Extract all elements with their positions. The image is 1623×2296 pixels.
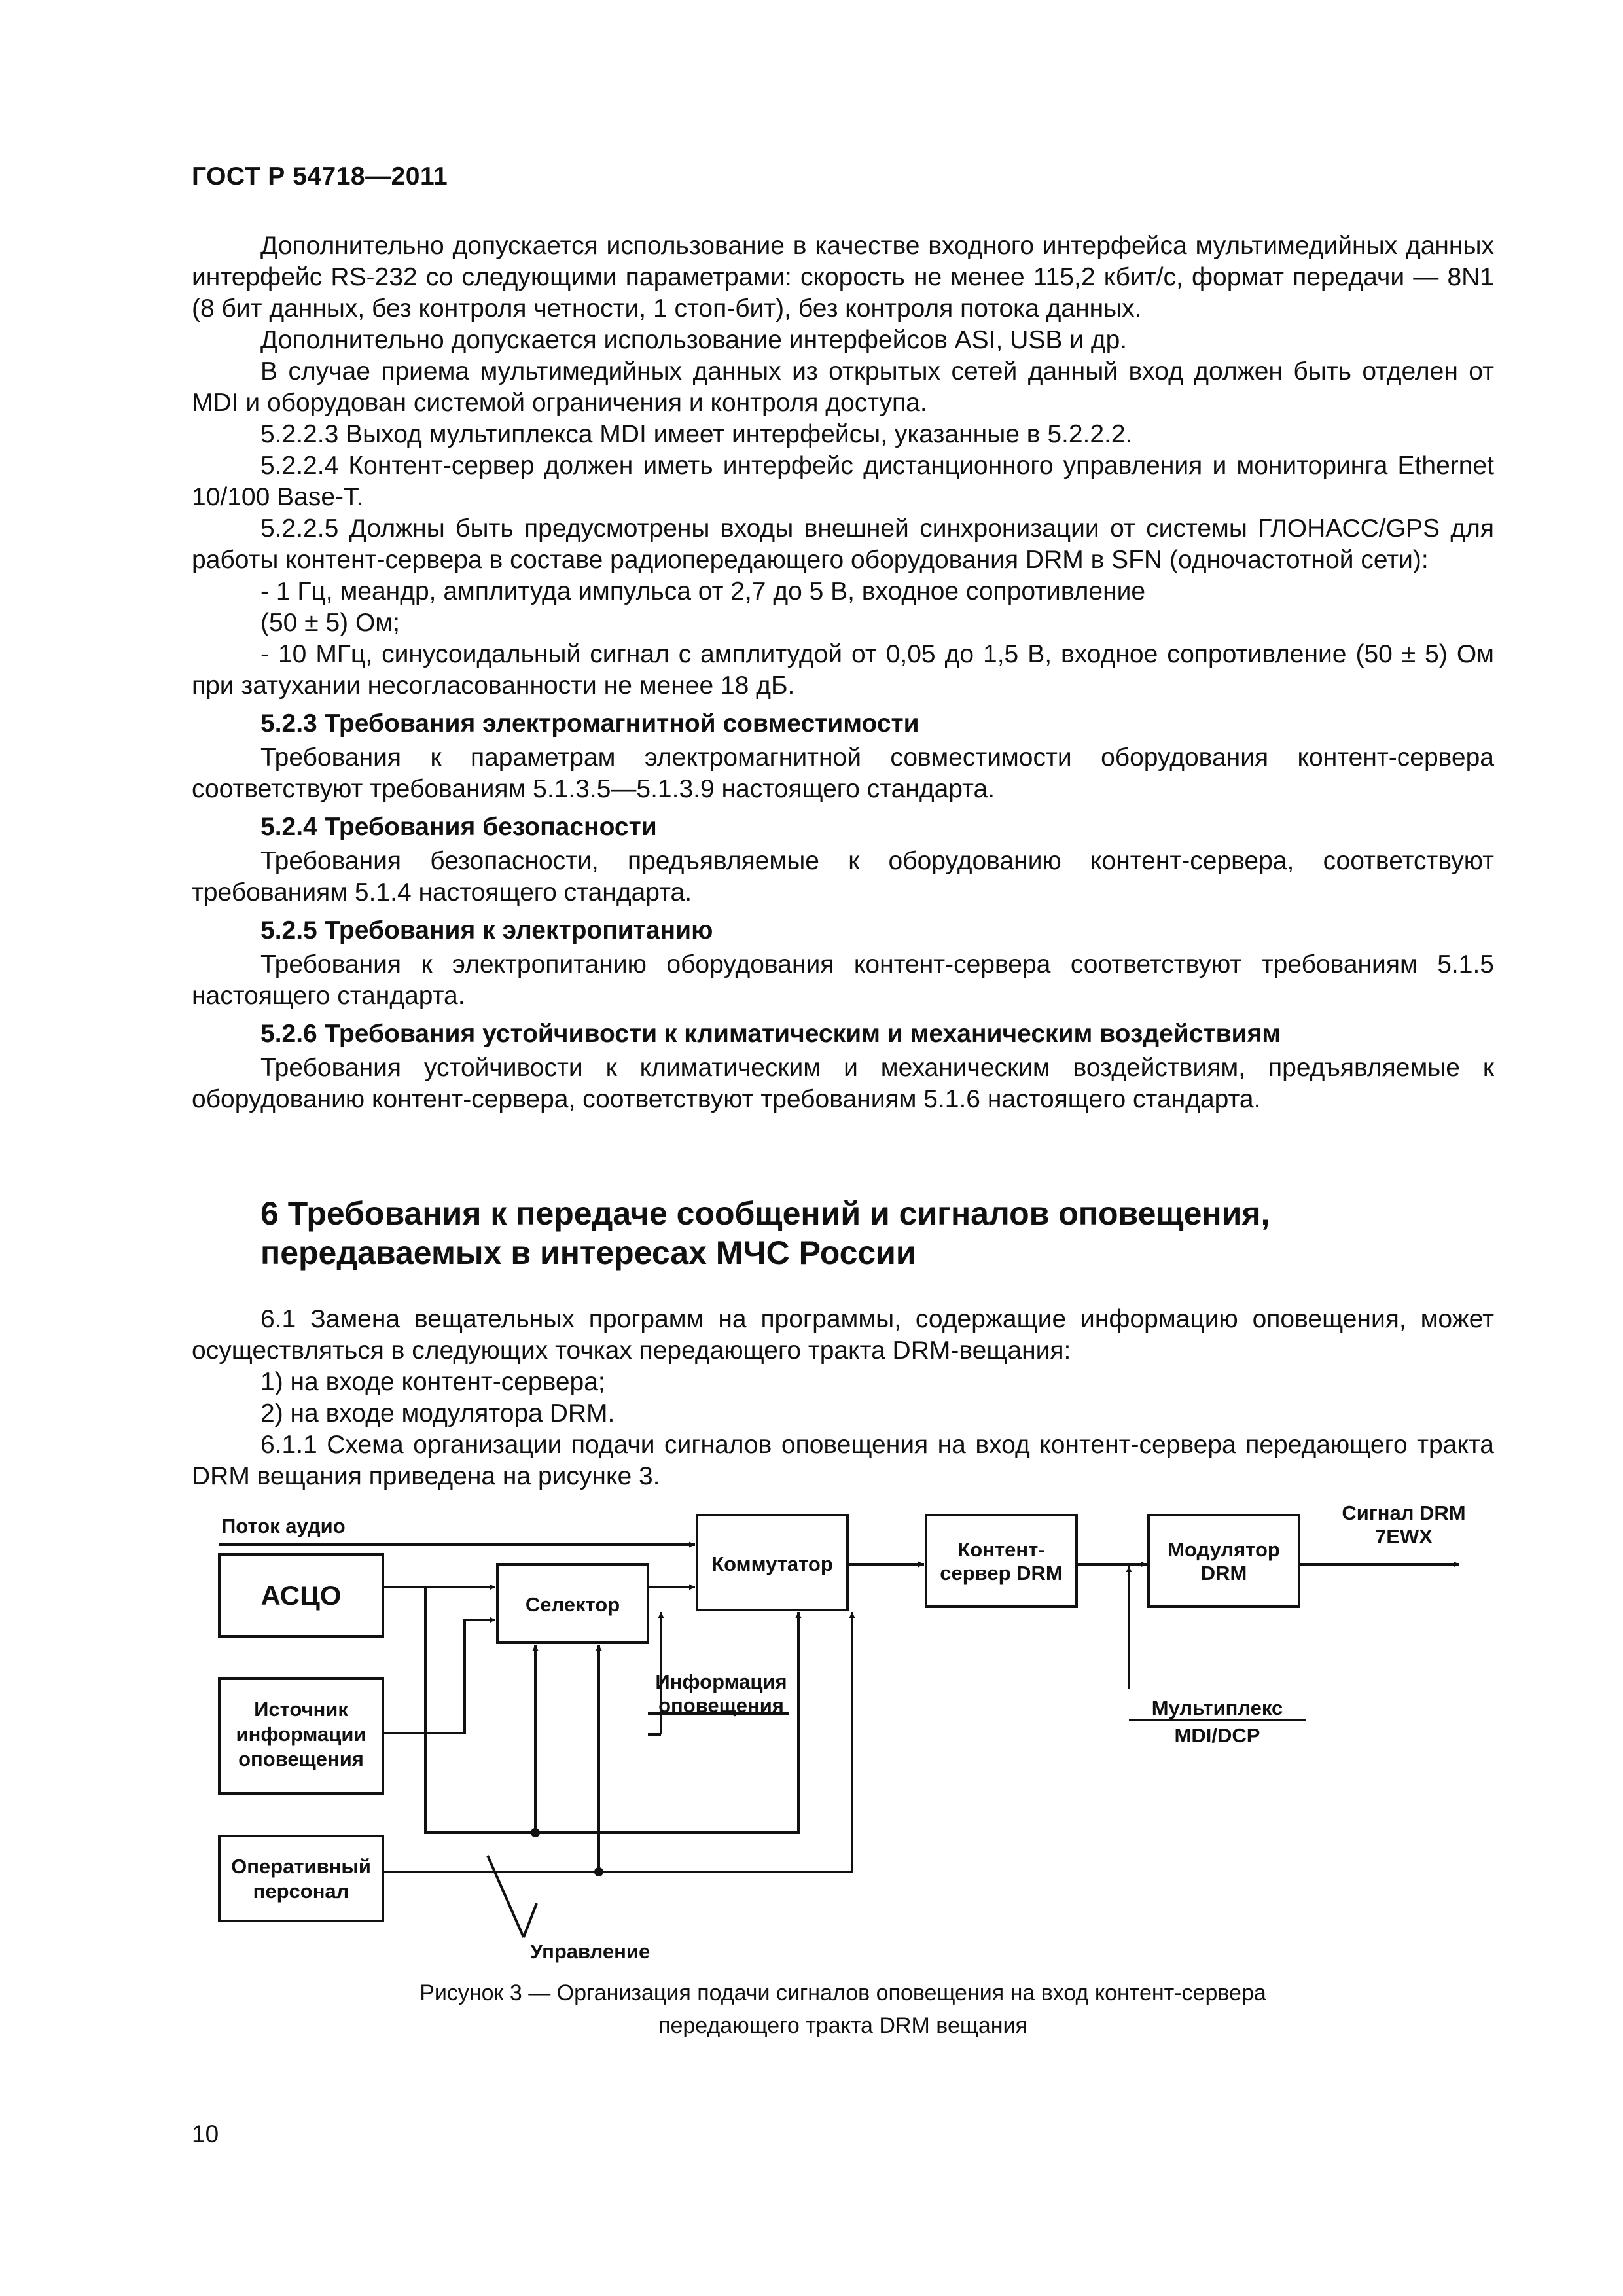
figure-caption-line: передающего тракта DRM вещания	[658, 2013, 1027, 2038]
paragraph: 5.2.2.3 Выход мультиплекса MDI имеет интерфейсы, указанные в 5.2.2.2.	[260, 420, 1133, 448]
section-heading: 5.2.6 Требования устойчивости к климатическим и механическим воздействиям	[260, 1020, 1281, 1048]
selector-label: Селектор	[525, 1593, 620, 1616]
figure-caption-line: Рисунок 3 — Организация подачи сигналов оповещения на вход контент-сервера	[419, 1981, 1266, 2005]
staff-label: персонал	[253, 1880, 349, 1903]
figure-caption	[192, 1977, 1494, 2042]
paragraph: 5.2.2.4 Контент-сервер должен иметь интерфейс дистанционного управления и мониторинга Ethernet 10/100 Base-T.	[192, 452, 1494, 511]
content-server-block	[926, 1515, 1077, 1607]
paragraph: Требования устойчивости к климатическим и механическим воздействиям, предъявляемые к оборудованию контент-сервера, соответствуют требованиям 5.1.6 настоящего стандарта.	[192, 1054, 1494, 1113]
body-text-section6	[192, 1304, 1494, 1492]
chapter-heading: 6 Требования к передаче сообщений и сигналов оповещения, передаваемых в интересах МЧС России	[260, 1195, 1270, 1271]
document-header: ГОСТ Р 54718—2011	[192, 162, 448, 190]
paragraph: Требования к электропитанию оборудования контент-сервера соответствуют требованиям 5.1.5 настоящего стандарта.	[192, 950, 1494, 1010]
source-label: информации	[236, 1723, 366, 1746]
junction-dot	[531, 1828, 540, 1837]
paragraph: 6.1 Замена вещательных программ на программы, содержащие информацию оповещения, может осуществляться в следующих точках передающего тракта DRM-вещания:	[192, 1305, 1494, 1365]
content-server-label: Контент-	[957, 1538, 1045, 1561]
paragraph: В случае приема мультимедийных данных из открытых сетей данный вход должен быть отделен от MDI и оборудован системой ограничения и контроля доступа.	[192, 357, 1494, 417]
staff-block	[219, 1836, 383, 1921]
paragraph: Требования к параметрам электромагнитной совместимости оборудования контент-сервера соответствуют требованиям 5.1.3.5—5.1.3.9 настоящего стандарта.	[192, 744, 1494, 803]
section-heading: 5.2.5 Требования к электропитанию	[260, 916, 713, 944]
paragraph: 6.1.1 Схема организации подачи сигналов оповещения на вход контент-сервера передающего тракта DRM вещания приведена на рисунке 3.	[192, 1431, 1494, 1490]
modulator-label: Модулятор	[1168, 1538, 1280, 1561]
control-label: Управление	[530, 1940, 651, 1963]
section-heading: 5.2.4 Требования безопасности	[260, 813, 657, 841]
paragraph: (50 ± 5) Ом;	[260, 609, 400, 637]
multiplex-label: MDI/DCP	[1174, 1724, 1260, 1747]
paragraph: Требования безопасности, предъявляемые к оборудованию контент-сервера, соответствуют требованиям 5.1.4 настоящего стандарта.	[192, 847, 1494, 906]
source-to-selector-line	[383, 1620, 495, 1733]
audio-stream-label: Поток аудио	[221, 1515, 346, 1537]
paragraph: Дополнительно допускается использование в качестве входного интерфейса мультимедийных данных интерфейс RS-232 со следующими параметрами: скорость не менее 115,2 кбит/с, формат передачи — 8N1 (8 бит данных, без контроля четности, 1 стоп-бит), без контроля потока данных.	[192, 232, 1494, 323]
control-leader-1	[488, 1856, 524, 1937]
body-text-top	[192, 230, 1494, 1115]
asco-label: АСЦО	[260, 1580, 342, 1611]
paragraph: 2) на входе модулятора DRM.	[260, 1399, 615, 1427]
paragraph: - 10 МГц, синусоидальный сигнал с амплитудой от 0,05 до 1,5 В, входное сопротивление (50 ± 5) Ом при затухании несогласованности не менее 18 дБ.	[192, 640, 1494, 700]
drm-signal-label: 7EWX	[1375, 1525, 1433, 1548]
drm-signal-label: Сигнал DRM	[1342, 1501, 1466, 1524]
source-label: оповещения	[238, 1748, 364, 1770]
source-label: Источник	[254, 1698, 348, 1721]
info-label: Информация	[655, 1670, 787, 1693]
junction-dot	[594, 1867, 603, 1876]
paragraph: 5.2.2.5 Должны быть предусмотрены входы внешней синхронизации от системы ГЛОНАСС/GPS для работы контент-сервера в составе радиопередающего оборудования DRM в SFN (одночастотной сети):	[192, 514, 1494, 574]
multiplex-label: Мультиплекс	[1151, 1696, 1283, 1719]
paragraph: 1) на входе контент-сервера;	[260, 1368, 605, 1396]
modulator-block	[1149, 1515, 1299, 1607]
control-leader-2	[524, 1903, 537, 1937]
info-label: оповещения	[658, 1694, 784, 1717]
content-server-label: сервер DRM	[940, 1562, 1063, 1585]
section-heading: 5.2.3 Требования электромагнитной совместимости	[260, 709, 919, 738]
modulator-label: DRM	[1200, 1562, 1247, 1585]
staff-label: Оперативный	[231, 1855, 371, 1878]
paragraph: - 1 Гц, меандр, амплитуда импульса от 2,7 до 5 В, входное сопротивление	[260, 577, 1146, 605]
page-number: 10	[192, 2121, 219, 2147]
switch-label: Коммутатор	[711, 1552, 833, 1575]
block-diagram	[190, 1492, 1499, 1964]
paragraph: Дополнительно допускается использование интерфейсов ASI, USB и др.	[260, 326, 1128, 354]
